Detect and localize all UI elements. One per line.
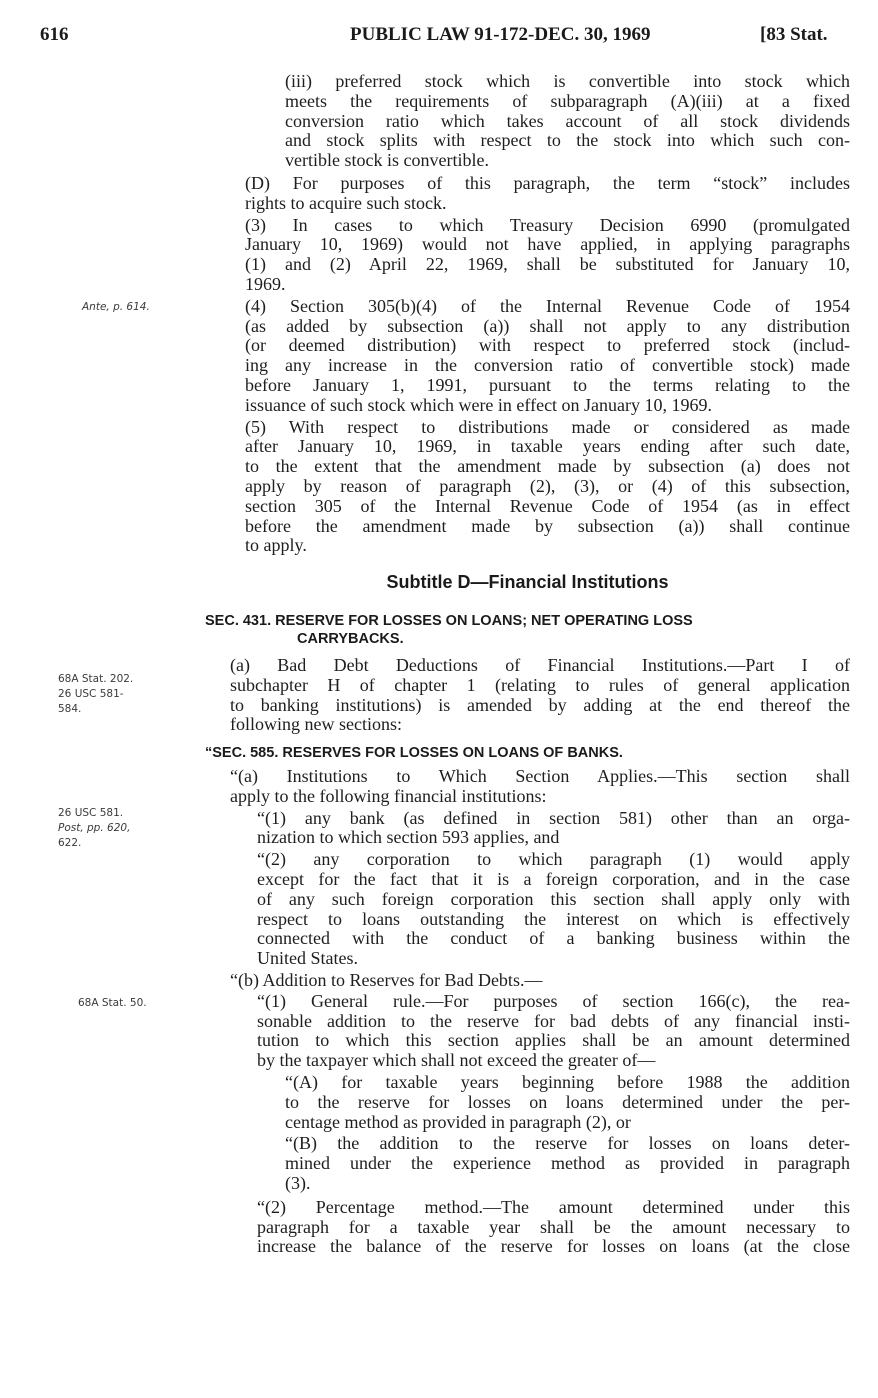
paragraph: (3) In cases to which Treasury Decision 6990 (promulgated January 10, 1969) would not have applied, in applying paragraphs (1) and (2) April 22, 1969, shall be substituted for January 10, 1969. — [245, 214, 850, 294]
paragraph: “(2) Percentage method.—The amount determined under this paragraph for a taxable year shall be the amount necessary to increase the balance of the reserve for losses on loans (at the close — [257, 1196, 850, 1257]
page-number: 616 — [40, 24, 69, 45]
paragraph: “(a) Institutions to Which Section Applies.—This section shall apply to the following financial institutions: — [230, 766, 850, 806]
paragraph: “(1) General rule.—For purposes of section 166(c), the rea- sonable addition to the reserve for bad debts of any financial insti- tution to which this section applies shall be an amount determined by the taxpayer which shall not exceed the greater of— — [257, 990, 850, 1071]
paragraph: (a) Bad Debt Deductions of Financial Institutions.—Part I of subchapter H of chapter 1 (relating to rules of general application to banking institutions) is amended by adding at the end thereof the following new sections: — [230, 655, 850, 735]
statute-reference: [83 Stat. — [760, 24, 828, 45]
paragraph: (5) With respect to distributions made or considered as made after January 10, 1969, in taxable years ending after such date, to the extent that the amendment made by subsection (a) does not apply by reason of paragraph (2), (3), or (4) of this subsection, section 305 of the Internal Revenue Code of 1954 (as in effect before the amendment made by subsection (a)) shall continue to apply. — [245, 416, 850, 556]
subtitle-heading: Subtitle D—Financial Institutions — [386, 572, 669, 592]
margin-note-stat50: 68A Stat. 50. — [78, 997, 147, 1009]
paragraph: “(2) any corporation to which paragraph (1) would apply except for the fact that it is a foreign corporation, and in the case of any such foreign corporation this section shall apply only with respect to loans outstanding the interest on which is effectively connected with the conduct of a banking business within the United States. — [257, 849, 850, 969]
paragraph: “(1) any bank (as defined in section 581) other than an orga- nization to which section 593 applies, and — [257, 807, 850, 848]
margin-note-usc: 26 USC 581. Post, pp. 620, 622. — [58, 807, 131, 849]
running-title: PUBLIC LAW 91-172-DEC. 30, 1969 — [350, 24, 651, 45]
body-text-585 — [205, 767, 850, 1257]
paragraph: (iii) preferred stock which is convertible into stock which meets the requirements of subparagraph (A)(iii) at a fixed conversion ratio which takes account of all stock dividends and stock splits with respect to the stock into which such con- vertible stock is convertible. — [285, 71, 850, 171]
paragraph: (D) For purposes of this paragraph, the term “stock” includes rights to acquire such stock. — [245, 172, 850, 213]
body-text-lower — [205, 656, 850, 735]
body-text — [205, 72, 850, 556]
paragraph: “(A) for taxable years beginning before 1988 the addition to the reserve for losses on loans determined under the per- centage method as provided in paragraph (2), or — [285, 1071, 850, 1132]
margin-note-stat: 68A Stat. 202. 26 USC 581- 584. — [58, 673, 134, 715]
section-heading-585: “SEC. 585. RESERVES FOR LOSSES ON LOANS OF BANKS. — [205, 745, 623, 761]
paragraph: “(B) the addition to the reserve for losses on loans deter- mined under the experience method as provided in paragraph (3). — [285, 1133, 850, 1193]
paragraph: (4) Section 305(b)(4) of the Internal Revenue Code of 1954 (as added by subsection (a)) shall not apply to any distribution (or deemed distribution) with respect to preferred stock (includ- ing any increase in the conversion ratio of convertible stock) made before January 1, 1991, pursuant to the terms relating to the issuance of such stock which were in effect on January 10, 1969. — [245, 295, 850, 415]
margin-note-ante: Ante, p. 614. — [82, 301, 150, 313]
section-heading-431: SEC. 431. RESERVE FOR LOSSES ON LOANS; NET OPERATING LOSS CARRYBACKS. — [205, 613, 693, 647]
paragraph: “(b) Addition to Reserves for Bad Debts.— — [230, 969, 543, 990]
